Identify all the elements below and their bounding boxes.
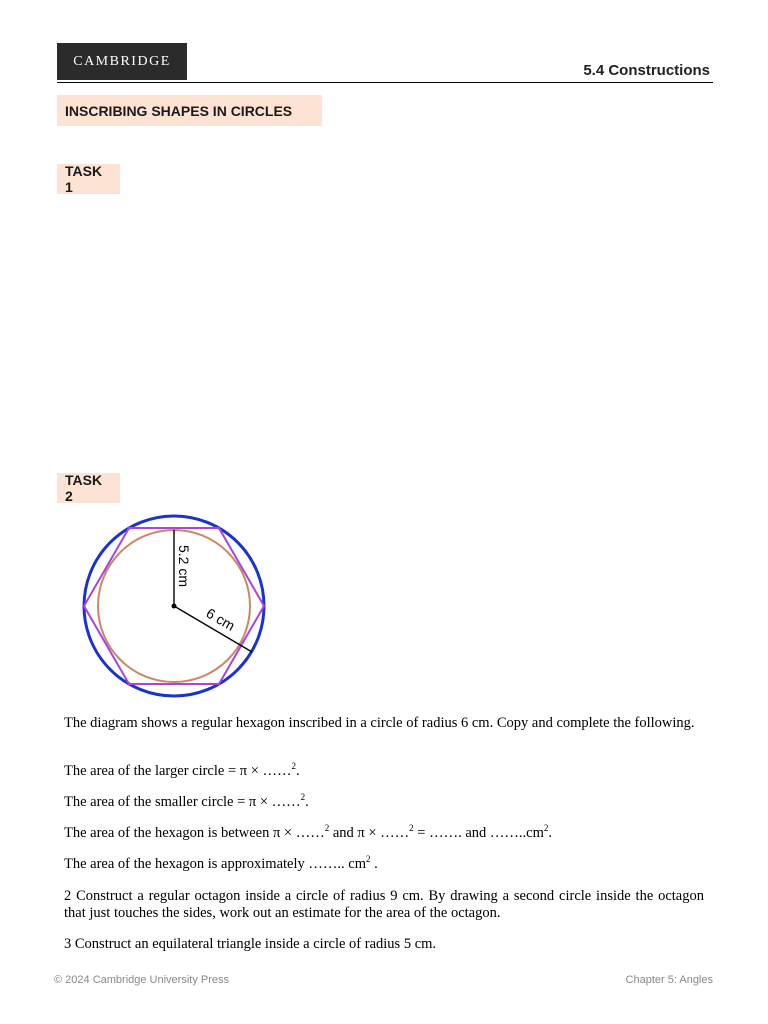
between-text-c: = ……. and ……..cm bbox=[413, 825, 544, 841]
footer-copyright: © 2024 Cambridge University Press bbox=[54, 974, 230, 986]
center-point bbox=[172, 604, 177, 609]
larger-circle-text: The area of the larger circle = π × …… bbox=[64, 763, 292, 779]
hexagon-between-line bbox=[64, 825, 704, 842]
inner-radius-label: 5.2 cm bbox=[176, 545, 192, 588]
exponent: 2 bbox=[324, 823, 330, 834]
exponent: 2 bbox=[365, 854, 371, 865]
exponent: 2 bbox=[543, 823, 549, 834]
intro-text: The diagram shows a regular hexagon inscribed in a circle of radius 6 cm. Copy and complete the following. bbox=[64, 715, 695, 731]
exponent: 2 bbox=[409, 823, 414, 834]
task2-banner bbox=[57, 473, 120, 503]
smaller-circle-line bbox=[64, 794, 704, 811]
header-rule bbox=[57, 82, 713, 83]
logo-text: CAMBRIDGE bbox=[73, 53, 171, 69]
hexagon-approx-line bbox=[64, 856, 704, 873]
between-text-a: The area of the hexagon is between π × …… bbox=[64, 825, 325, 841]
task1-banner bbox=[57, 164, 120, 194]
question-2: 2 Construct a regular octagon inside a circle of radius 9 cm. By drawing a second circle inside the octagon that just touches the sides, work out an estimate for the area of the octagon. bbox=[64, 888, 704, 921]
larger-circle-line bbox=[64, 763, 704, 780]
heading-text: INSCRIBING SHAPES IN CIRCLES bbox=[65, 102, 293, 119]
task2-label: TASK 2 bbox=[65, 472, 103, 504]
exponent: 2 bbox=[300, 792, 306, 803]
hexagon-diagram bbox=[78, 514, 278, 699]
approx-text: The area of the hexagon is approximately …….. cm bbox=[64, 856, 366, 872]
punct: . bbox=[305, 794, 309, 810]
section-title: 5.4 Constructions bbox=[583, 62, 710, 79]
question-3: 3 Construct an equilateral triangle inside a circle of radius 5 cm. bbox=[64, 936, 437, 952]
punct: . bbox=[370, 856, 378, 872]
smaller-circle-text: The area of the smaller circle = π × …… bbox=[64, 794, 301, 810]
punct: . bbox=[548, 825, 552, 841]
punct: . bbox=[296, 763, 300, 779]
footer-chapter: Chapter 5: Angles bbox=[625, 974, 713, 986]
between-text-b: and π × …… bbox=[329, 825, 410, 841]
outer-radius-label: 6 cm bbox=[203, 604, 238, 634]
cambridge-logo bbox=[57, 43, 187, 80]
exponent: 2 bbox=[291, 761, 297, 772]
heading-banner bbox=[57, 95, 322, 126]
task1-label: TASK 1 bbox=[65, 163, 103, 195]
